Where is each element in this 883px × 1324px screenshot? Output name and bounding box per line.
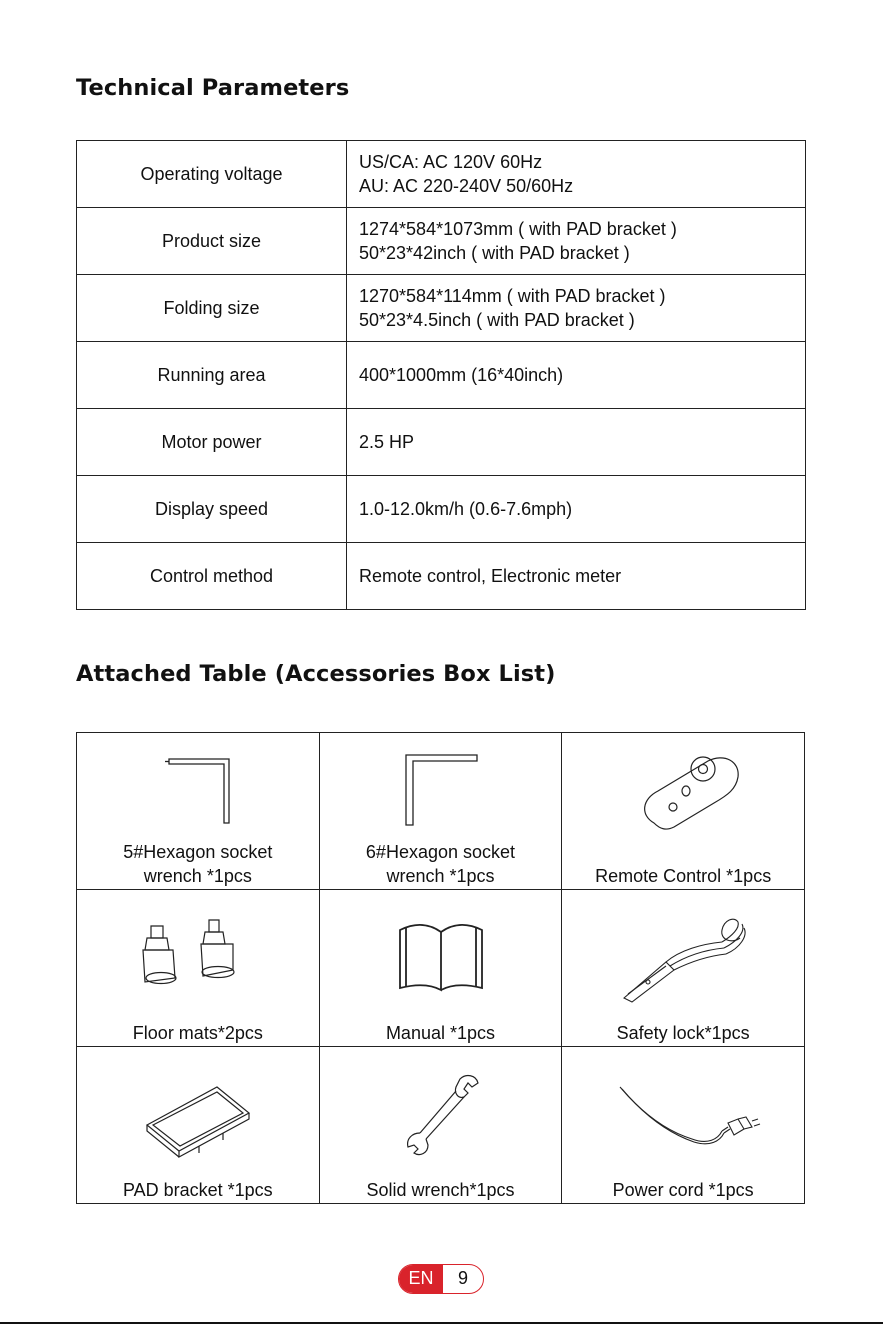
table-row	[77, 275, 806, 342]
accessory-cell	[77, 733, 320, 890]
accessory-cell	[319, 733, 562, 890]
manual-book-icon	[320, 890, 562, 1010]
accessory-cell	[77, 890, 320, 1047]
value-line: US/CA: AC 120V 60Hz	[359, 152, 543, 172]
accessories-table	[76, 732, 805, 1204]
parameter-label: Control method	[77, 543, 347, 610]
caption-line: Floor mats*2pcs	[132, 1023, 263, 1043]
table-row	[77, 733, 805, 890]
parameter-value	[347, 141, 806, 208]
technical-parameters-table	[76, 140, 806, 610]
accessory-caption	[562, 1178, 804, 1202]
accessory-caption	[77, 1021, 319, 1045]
table-row	[77, 1047, 805, 1204]
parameter-value	[347, 543, 806, 610]
caption-line: wrench *1pcs	[143, 866, 252, 886]
accessory-caption	[320, 1178, 562, 1202]
accessory-cell	[562, 1047, 805, 1204]
parameter-value	[347, 342, 806, 409]
table-row	[77, 208, 806, 275]
accessory-caption	[562, 864, 804, 888]
value-line: 400*1000mm (16*40inch)	[359, 365, 564, 385]
accessory-caption	[320, 840, 562, 888]
caption-line: Manual *1pcs	[385, 1023, 496, 1043]
parameter-value	[347, 409, 806, 476]
page-number: 9	[457, 1268, 468, 1288]
value-line: Remote control, Electronic meter	[359, 566, 622, 586]
safety-lock-icon	[562, 890, 804, 1010]
caption-line: Remote Control *1pcs	[595, 866, 772, 886]
accessory-caption	[320, 1021, 562, 1045]
hex-wrench-5-icon	[77, 733, 319, 853]
caption-line: Safety lock*1pcs	[616, 1023, 750, 1043]
table-row	[77, 890, 805, 1047]
accessory-caption	[77, 840, 319, 888]
pad-bracket-icon	[77, 1047, 319, 1167]
value-line: 50*23*42inch ( with PAD bracket )	[359, 243, 630, 263]
table-row	[77, 342, 806, 409]
power-cord-icon	[562, 1047, 804, 1167]
remote-control-icon	[562, 733, 804, 853]
parameter-value	[347, 208, 806, 275]
hex-wrench-6-icon	[320, 733, 562, 853]
table-row	[77, 141, 806, 208]
technical-parameters-heading: Technical Parameters	[76, 75, 350, 101]
accessory-cell	[562, 733, 805, 890]
parameter-label: Running area	[77, 342, 347, 409]
value-line: 1274*584*1073mm ( with PAD bracket )	[359, 219, 677, 239]
caption-line: Power cord *1pcs	[612, 1180, 754, 1200]
value-line: AU: AC 220-240V 50/60Hz	[359, 176, 574, 196]
table-row	[77, 476, 806, 543]
caption-line: Solid wrench*1pcs	[366, 1180, 515, 1200]
caption-line: 6#Hexagon socket	[365, 842, 516, 862]
value-line: 2.5 HP	[359, 432, 415, 452]
accessory-caption	[77, 1178, 319, 1202]
parameter-label: Folding size	[77, 275, 347, 342]
parameter-label: Motor power	[77, 409, 347, 476]
value-line: 1270*584*114mm ( with PAD bracket )	[359, 286, 666, 306]
caption-line: wrench *1pcs	[386, 866, 495, 886]
accessory-cell	[319, 1047, 562, 1204]
page-badge	[398, 1264, 484, 1294]
value-line: 1.0-12.0km/h (0.6-7.6mph)	[359, 499, 573, 519]
accessories-heading: Attached Table (Accessories Box List)	[76, 661, 556, 687]
accessory-cell	[319, 890, 562, 1047]
accessory-cell	[562, 890, 805, 1047]
caption-line: PAD bracket *1pcs	[122, 1180, 273, 1200]
table-row	[77, 409, 806, 476]
parameter-value	[347, 275, 806, 342]
accessory-cell	[77, 1047, 320, 1204]
parameter-value	[347, 476, 806, 543]
value-line: 50*23*4.5inch ( with PAD bracket )	[359, 310, 635, 330]
solid-wrench-icon	[320, 1047, 562, 1167]
parameter-label: Display speed	[77, 476, 347, 543]
parameter-label: Operating voltage	[77, 141, 347, 208]
accessory-caption	[562, 1021, 804, 1045]
language-label: EN	[399, 1265, 443, 1293]
caption-line: 5#Hexagon socket	[123, 842, 273, 862]
floor-mats-icon	[77, 890, 319, 1010]
parameter-label: Product size	[77, 208, 347, 275]
table-row	[77, 543, 806, 610]
